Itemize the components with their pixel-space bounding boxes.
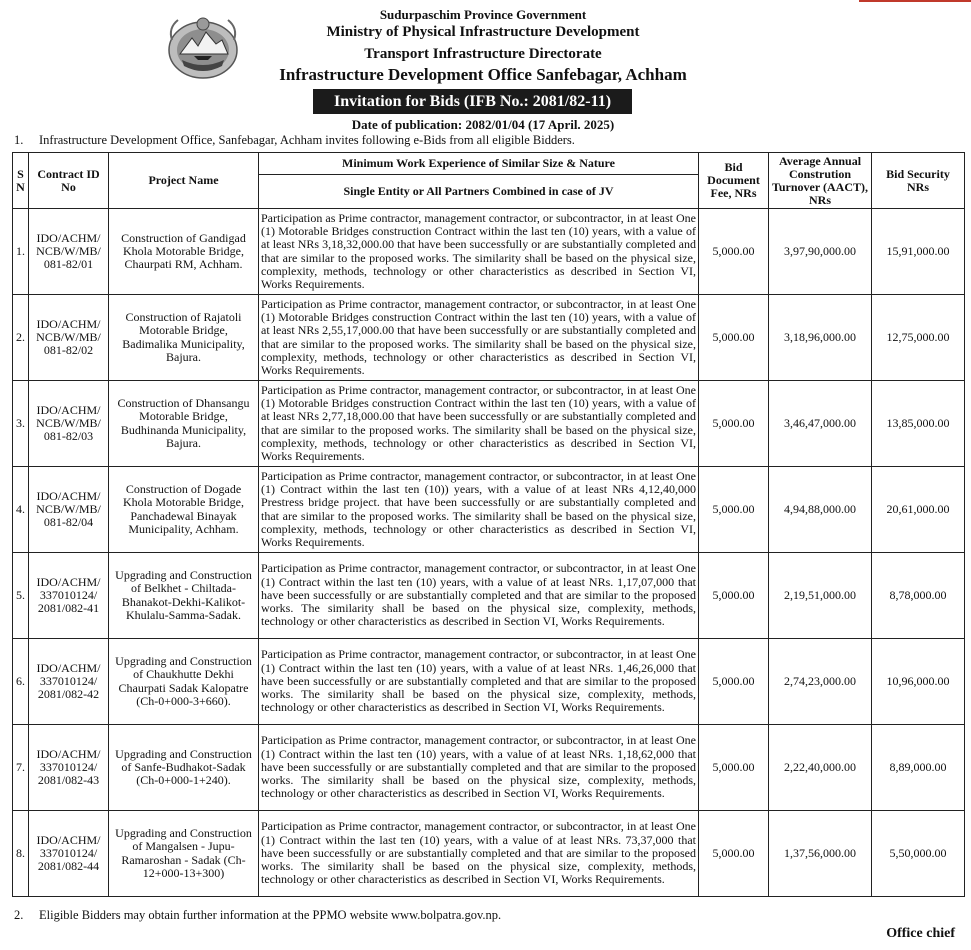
row-sn: 7. [13, 725, 29, 811]
note-1 [14, 133, 575, 148]
row-aact: 4,94,88,000.00 [769, 467, 872, 553]
publication-date: Date of publication: 2082/01/04 (17 April. 2025) [351, 117, 615, 132]
bids-table [12, 152, 965, 897]
row-sn: 4. [13, 467, 29, 553]
header-contract-id: Contract ID No [29, 153, 109, 209]
row-requirement: Participation as Prime contractor, management contractor, or subcontractor, in at least One (1) Contract within the last ten (10) years, with a value of at least NRs. 1,17,07,000 that have been successfully or are substantially completed and that are similar to the proposed works. The similarity shall be based on the physical size, complexity, methods, technology or other characteristics as described in Section VI, Works Requirements. [259, 553, 699, 639]
row-contract-id: IDO/ACHM/ NCB/W/MB/ 081-82/01 [29, 209, 109, 295]
row-project-name: Construction of Gandigad Khola Motorable Bridge, Chaurpati RM, Achham. [109, 209, 259, 295]
row-aact: 2,74,23,000.00 [769, 639, 872, 725]
row-project-name: Construction of Rajatoli Motorable Bridge, Badimalika Municipality, Bajura. [109, 295, 259, 381]
note-text: Infrastructure Development Office, Sanfebagar, Achham invites following e-Bids from all eligible Bidders. [39, 133, 575, 147]
row-project-name: Upgrading and Construction of Mangalsen - Jupu-Ramaroshan - Sadak (Ch-12+000-13+300) [109, 811, 259, 897]
table-row [13, 725, 965, 811]
row-requirement: Participation as Prime contractor, management contractor, or subcontractor, in at least One (1) Contract within the last ten (10)) years, with a value of at least NRs 4,12,40,000 Prestress bridge project. that have been successfully or are substantially completed and that are similar to the proposed works. The similarity shall be based on the physical size, complexity, methods, technology or other characteristics as described in Section VI, Works Requirements. [259, 467, 699, 553]
row-contract-id: IDO/ACHM/ NCB/W/MB/ 081-82/04 [29, 467, 109, 553]
row-requirement: Participation as Prime contractor, management contractor, or subcontractor, in at least One (1) Contract within the last ten (10) years, with a value of at least NRs. 73,37,000 that have been successfully or are substantially completed and that are similar to the proposed works. The similarity shall be based on the physical size, complexity, methods, technology or other characteristics as described in Section VI, Works Requirements. [259, 811, 699, 897]
ministry-name: Ministry of Physical Infrastructure Development [326, 24, 640, 40]
header-sn: S N [13, 153, 29, 209]
header-bid-security: Bid Security NRs [872, 153, 965, 209]
row-contract-id: IDO/ACHM/ 337010124/ 2081/082-41 [29, 553, 109, 639]
row-aact: 2,22,40,000.00 [769, 725, 872, 811]
row-bid-fee: 5,000.00 [699, 209, 769, 295]
row-bid-fee: 5,000.00 [699, 295, 769, 381]
row-bid-fee: 5,000.00 [699, 467, 769, 553]
row-bid-fee: 5,000.00 [699, 725, 769, 811]
row-contract-id: IDO/ACHM/ 337010124/ 2081/082-43 [29, 725, 109, 811]
row-project-name: Construction of Dogade Khola Motorable Bridge, Panchadewal Binayak Municipality, Achham. [109, 467, 259, 553]
header-bid-fee: Bid Document Fee, NRs [699, 153, 769, 209]
row-project-name: Upgrading and Construction of Chaukhutte Dekhi Chaurpati Sadak Kalopatre (Ch-0+000-3+660). [109, 639, 259, 725]
row-sn: 6. [13, 639, 29, 725]
row-project-name: Upgrading and Construction of Belkhet - Chiltada-Bhanakot-Dekhi-Kalikot-Khulalu-Samma-Sadak. [109, 553, 259, 639]
note-number: 1. [14, 133, 24, 147]
row-bid-fee: 5,000.00 [699, 811, 769, 897]
row-project-name: Upgrading and Construction of Sanfe-Budhakot-Sadak (Ch-0+000-1+240). [109, 725, 259, 811]
table-row [13, 467, 965, 553]
row-bid-security: 12,75,000.00 [872, 295, 965, 381]
row-contract-id: IDO/ACHM/ 337010124/ 2081/082-42 [29, 639, 109, 725]
row-requirement: Participation as Prime contractor, management contractor, or subcontractor, in at least One (1) Motorable Bridges construction Contract within the last ten (10) years, with a value of at least NRs 2,77,18,000.00 that have been successfully or are substantially completed and that are similar to the proposed works. The similarity shall be based on the physical size, complexity, methods, technology or other characteristics as described in Section VI, Works Requirements. [259, 381, 699, 467]
note-2 [14, 908, 501, 923]
row-bid-security: 8,78,000.00 [872, 553, 965, 639]
table-row [13, 209, 965, 295]
row-contract-id: IDO/ACHM/ 337010124/ 2081/082-44 [29, 811, 109, 897]
row-contract-id: IDO/ACHM/ NCB/W/MB/ 081-82/03 [29, 381, 109, 467]
table-row [13, 295, 965, 381]
row-sn: 3. [13, 381, 29, 467]
row-bid-security: 8,89,000.00 [872, 725, 965, 811]
table-row [13, 811, 965, 897]
header-aact: Average Annual Constrution Turnover (AACT), NRs [769, 153, 872, 209]
top-accent-line [859, 0, 971, 2]
row-requirement: Participation as Prime contractor, management contractor, or subcontractor, in at least One (1) Contract within the last ten (10) years, with a value of at least NRs. 1,46,26,000 that have been successfully or are substantially completed and that are similar to the proposed works. The similarity shall be based on the physical size, complexity, methods, technology or other characteristics as described in Section VI, Works Requirements. [259, 639, 699, 725]
row-sn: 8. [13, 811, 29, 897]
row-aact: 1,37,56,000.00 [769, 811, 872, 897]
row-contract-id: IDO/ACHM/ NCB/W/MB/ 081-82/02 [29, 295, 109, 381]
table-row [13, 553, 965, 639]
row-requirement: Participation as Prime contractor, management contractor, or subcontractor, in at least One (1) Contract within the last ten (10) years, with a value of at least NRs. 1,18,62,000 that have been successfully or are substantially completed and that are similar to the proposed works. The similarity shall be based on the physical size, complexity, methods, technology or other characteristics as described in Section VI, Works Requirements. [259, 725, 699, 811]
row-project-name: Construction of Dhansangu Motorable Bridge, Budhinanda Municipality, Bajura. [109, 381, 259, 467]
row-bid-security: 20,61,000.00 [872, 467, 965, 553]
row-sn: 5. [13, 553, 29, 639]
row-aact: 3,97,90,000.00 [769, 209, 872, 295]
row-aact: 3,46,47,000.00 [769, 381, 872, 467]
header-project-name: Project Name [109, 153, 259, 209]
row-bid-security: 5,50,000.00 [872, 811, 965, 897]
row-requirement: Participation as Prime contractor, management contractor, or subcontractor, in at least One (1) Motorable Bridges construction Contract within the last ten (10) years, with a value of at least NRs 3,18,32,000.00 that have been successfully or are substantially completed and that are similar to the proposed works. The similarity shall be based on the physical size, complexity, methods, technology or other characteristics as described in Section VI, Works Requirements. [259, 209, 699, 295]
row-bid-fee: 5,000.00 [699, 553, 769, 639]
row-sn: 1. [13, 209, 29, 295]
header-experience: Minimum Work Experience of Similar Size & Nature [259, 153, 699, 175]
row-aact: 2,19,51,000.00 [769, 553, 872, 639]
header-experience-sub: Single Entity or All Partners Combined in case of JV [259, 175, 699, 209]
note-text: Eligible Bidders may obtain further information at the PPMO website www.bolpatra.gov.np. [39, 908, 502, 922]
signature-office-chief: Office chief [886, 926, 955, 941]
directorate-name: Transport Infrastructure Directorate [364, 46, 602, 62]
table-row [13, 381, 965, 467]
row-aact: 3,18,96,000.00 [769, 295, 872, 381]
note-number: 2. [14, 908, 24, 922]
office-name: Infrastructure Development Office Sanfebagar, Achham [279, 65, 687, 84]
row-bid-fee: 5,000.00 [699, 639, 769, 725]
row-bid-security: 13,85,000.00 [872, 381, 965, 467]
ifb-title: Invitation for Bids (IFB No.: 2081/82-11) [313, 89, 632, 114]
row-requirement: Participation as Prime contractor, management contractor, or subcontractor, in at least One (1) Motorable Bridges construction Contract within the last ten (10) years, with a value of at least NRs 2,55,17,000.00 that have been successfully or are substantially completed and that are similar to the proposed works. The similarity shall be based on the physical size, complexity, methods, technology or other characteristics as described in Section VI, Works Requirements. [259, 295, 699, 381]
table-row [13, 639, 965, 725]
row-bid-security: 15,91,000.00 [872, 209, 965, 295]
row-bid-fee: 5,000.00 [699, 381, 769, 467]
row-bid-security: 10,96,000.00 [872, 639, 965, 725]
province-name: Sudurpaschim Province Government [379, 7, 587, 22]
row-sn: 2. [13, 295, 29, 381]
